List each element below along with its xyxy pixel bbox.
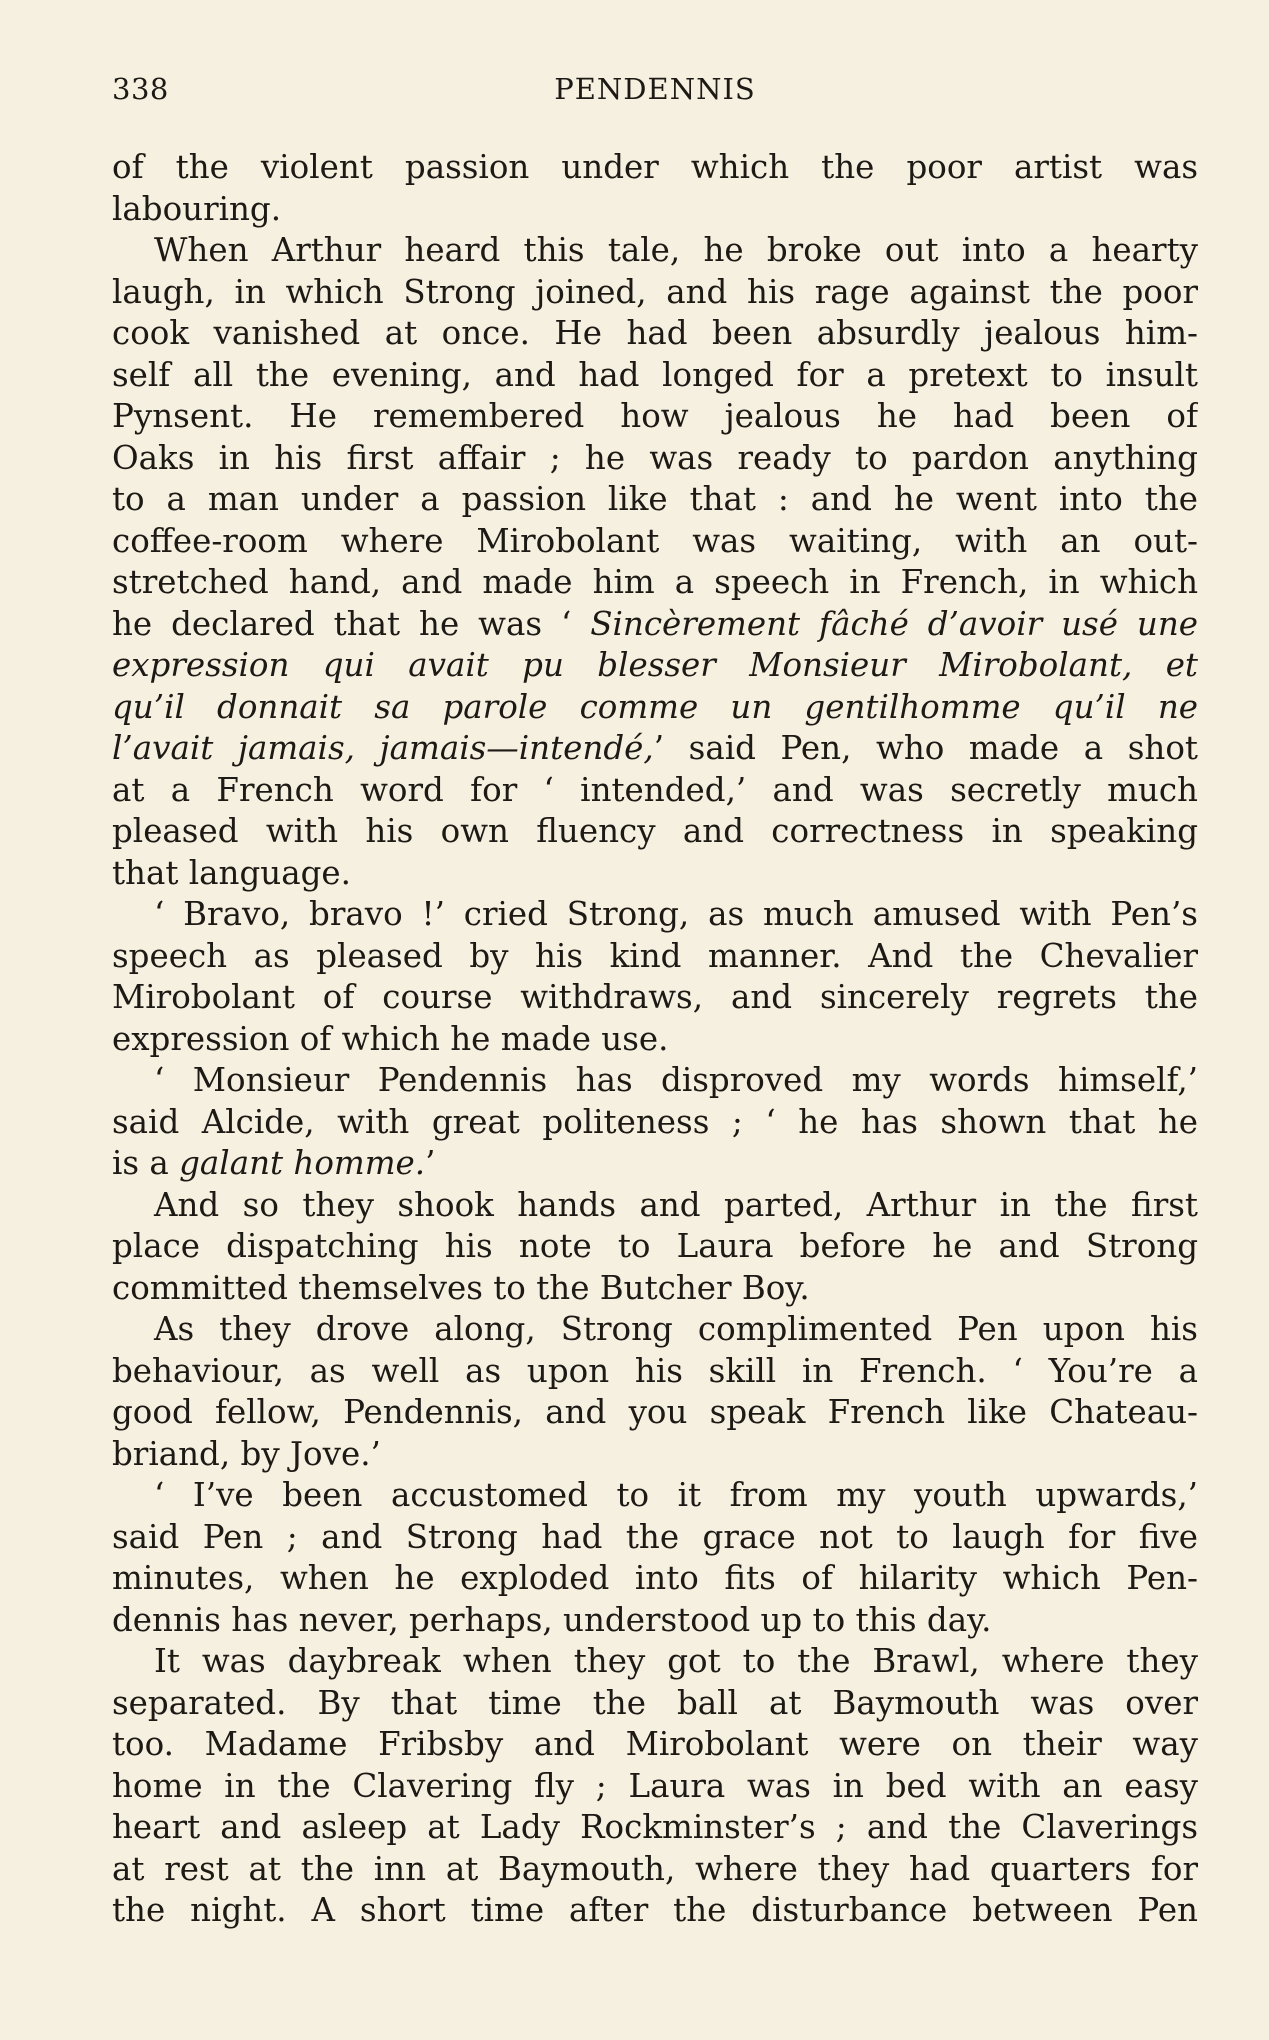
text-line: As they drove along, Strong complimented Pen upon his (154, 1310, 1198, 1348)
page-number: 338 (112, 72, 169, 106)
text-line: too. Madame Fribsby and Mirobolant were on their way (112, 1725, 1198, 1763)
text-line: at rest at the inn at Baymouth, where they had quarters for (112, 1849, 1198, 1888)
text-line: place dispatching his note to Laura before he and Strong (112, 1227, 1198, 1265)
text-line: the night. A short time after the disturbance between Pen (112, 1891, 1198, 1929)
text-line: labouring. (112, 189, 282, 228)
text-line: ‘ Bravo, bravo !’ cried Strong, as much amused with Pen’s (154, 895, 1198, 933)
text-line: heart and asleep at Lady Rockminster’s ; and the Claverings (112, 1808, 1198, 1846)
text-line: of the violent passion under which the poor artist was (112, 148, 1198, 186)
text-line: Mirobolant of course withdraws, and sincerely regrets the (112, 978, 1198, 1016)
text-line: committed themselves to the Butcher Boy. (112, 1268, 810, 1307)
text-line: home in the Clavering fly ; Laura was in bed with an easy (112, 1766, 1198, 1805)
text-line: minutes, when he exploded into fits of hilarity which Pen- (112, 1559, 1198, 1597)
text-line: l’avait jamais, jamais—intendé,’ said Pen, who made a shot (112, 729, 1198, 767)
running-head (112, 72, 1198, 112)
text-line: stretched hand, and made him a speech in French, in which (112, 563, 1198, 601)
text-line: expression qui avait pu blesser Monsieur Mirobolant, et (112, 646, 1198, 684)
text-line: is a galant homme.’ (112, 1144, 436, 1182)
text-line: Oaks in his first affair ; he was ready to pardon anything (112, 438, 1198, 477)
text-line: ‘ Monsieur Pendennis has disproved my words himself,’ (154, 1061, 1198, 1099)
text-line: self all the evening, and had longed for a pretext to insult (112, 355, 1198, 394)
text-line: separated. By that time the ball at Baymouth was over (112, 1683, 1198, 1722)
body-text (112, 147, 1198, 1932)
text-line: dennis has never, perhaps, understood up to this day. (112, 1600, 992, 1639)
text-line: ‘ I’ve been accustomed to it from my youth upwards,’ (154, 1476, 1198, 1514)
text-line: And so they shook hands and parted, Arthur in the first (154, 1185, 1198, 1224)
text-line: pleased with his own fluency and correctness in speaking (112, 812, 1198, 850)
text-line: said Alcide, with great politeness ; ‘ he has shown that he (112, 1102, 1198, 1141)
text-line: speech as pleased by his kind manner. And the Chevalier (112, 936, 1198, 975)
text-line: good fellow, Pendennis, and you speak French like Chateau- (112, 1393, 1198, 1431)
text-line: qu’il donnait sa parole comme un gentilhomme qu’il ne (112, 687, 1198, 726)
text-line: coffee-room where Mirobolant was waiting, with an out- (112, 521, 1198, 560)
text-line: briand, by Jove.’ (112, 1434, 381, 1473)
text-line: he declared that he was ‘ Sincèrement fâché d’avoir usé une (112, 604, 1198, 643)
text-line: at a French word for ‘ intended,’ and was secretly much (112, 770, 1198, 809)
text-line: to a man under a passion like that : and he went into the (112, 480, 1198, 518)
text-line: cook vanished at once. He had been absurdly jealous him- (112, 314, 1198, 352)
text-line: said Pen ; and Strong had the grace not to laugh for five (112, 1517, 1198, 1556)
text-line: laugh, in which Strong joined, and his rage against the poor (112, 272, 1198, 311)
text-line: that language. (112, 853, 351, 892)
text-line: It was daybreak when they got to the Brawl, where they (154, 1642, 1198, 1680)
text-line: expression of which he made use. (112, 1019, 669, 1058)
text-line: behaviour, as well as upon his skill in French. ‘ You’re a (112, 1351, 1198, 1390)
running-title: PENDENNIS (554, 72, 756, 106)
text-line: Pynsent. He remembered how jealous he had been of (112, 397, 1198, 435)
text-line: When Arthur heard this tale, he broke out into a hearty (154, 231, 1198, 269)
